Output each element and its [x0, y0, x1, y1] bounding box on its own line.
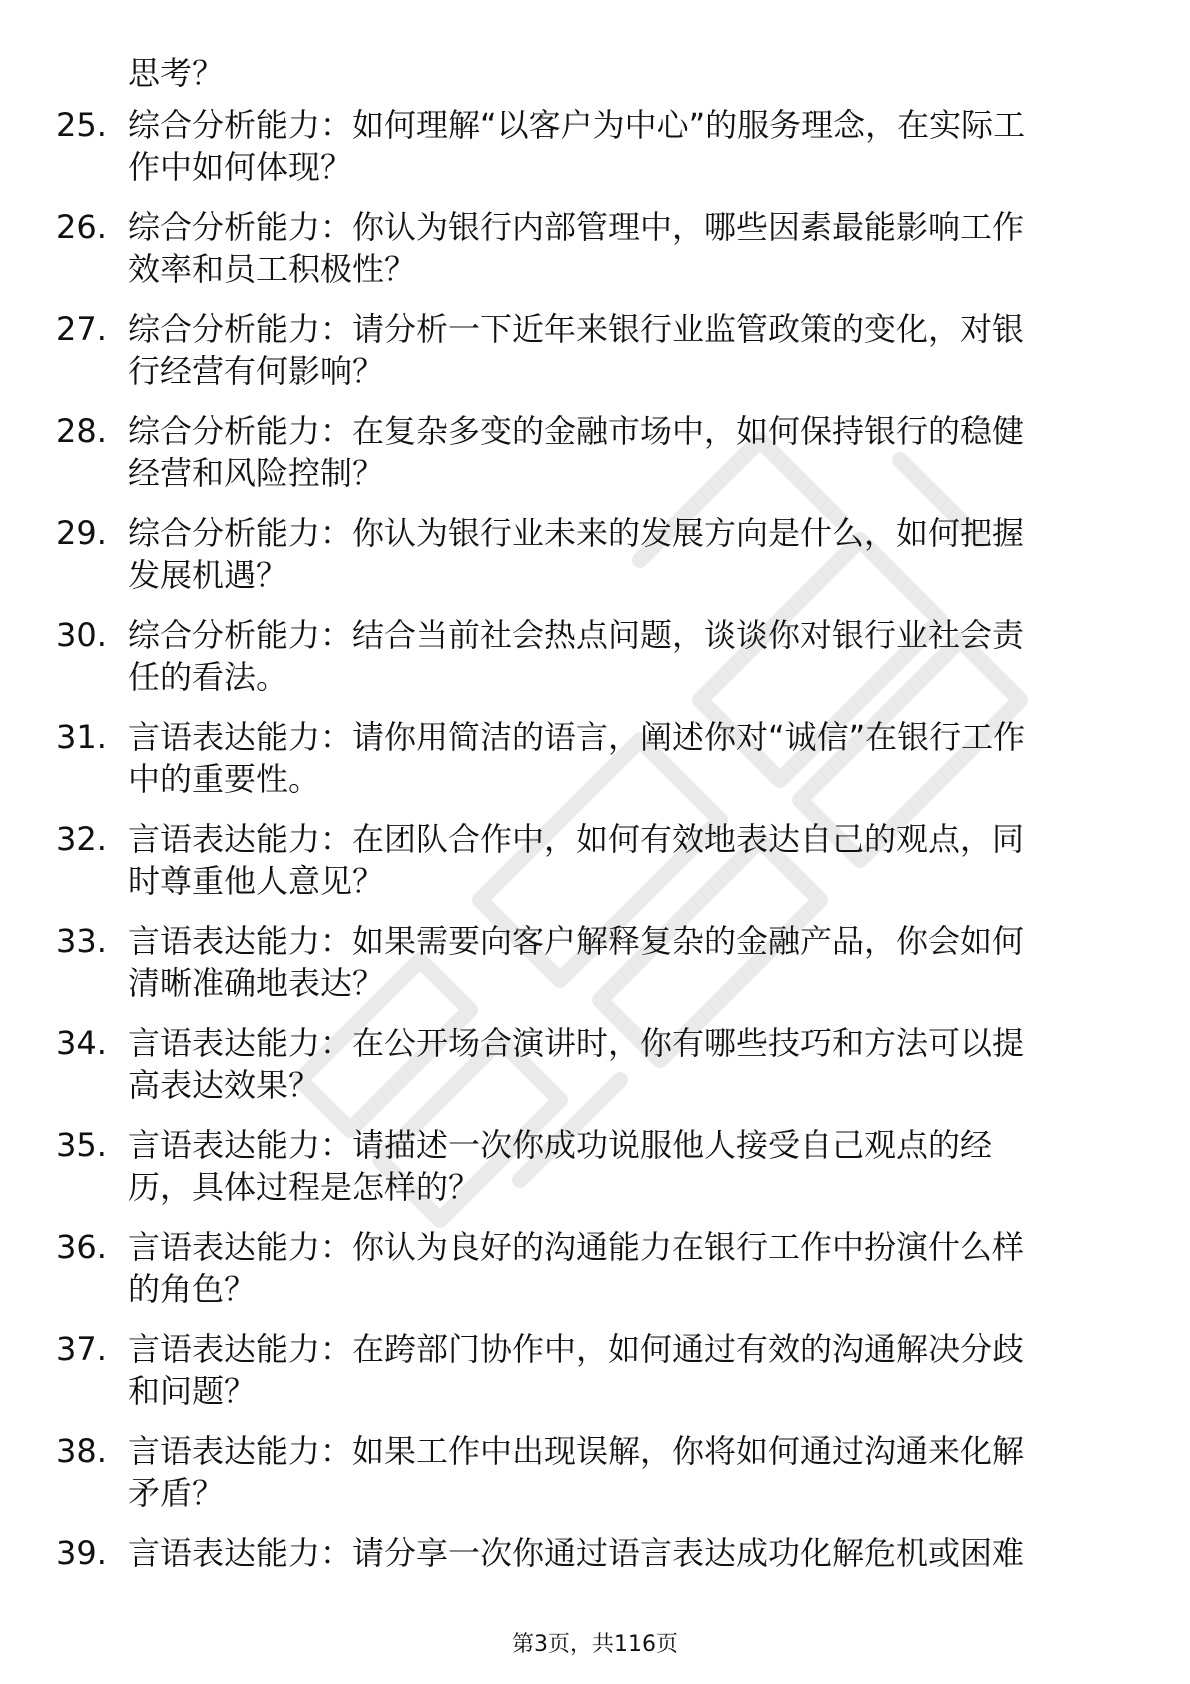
- question-text-line: 中的重要性。: [128, 760, 321, 798]
- question-number: 31.: [56, 718, 107, 756]
- question-text: [128, 410, 1108, 494]
- question-text: [128, 1328, 1108, 1412]
- question-text: [128, 206, 1108, 290]
- question-text-line: 行经营有何影响？: [128, 352, 385, 390]
- question-item: [0, 104, 1190, 206]
- question-text-line: 清晰准确地表达？: [128, 964, 385, 1002]
- question-number: 32.: [56, 820, 107, 858]
- question-item: [0, 206, 1190, 308]
- question-number: 35.: [56, 1126, 107, 1164]
- question-item: [0, 1022, 1190, 1124]
- question-text: [128, 308, 1108, 392]
- question-text-line: 综合分析能力：如何理解“以客户为中心”的服务理念，在实际工: [128, 106, 1026, 144]
- question-text-line: 言语表达能力：在跨部门协作中，如何通过有效的沟通解决分歧: [128, 1330, 1025, 1368]
- question-number: 38.: [56, 1432, 107, 1470]
- question-text-line: 矛盾？: [128, 1474, 225, 1512]
- question-number: 27.: [56, 310, 107, 348]
- question-text: [128, 1532, 1108, 1574]
- question-text-line: 的角色？: [128, 1270, 257, 1308]
- question-text: [128, 1430, 1108, 1514]
- question-text-line: 综合分析能力：结合当前社会热点问题，谈谈你对银行业社会责: [128, 616, 1025, 654]
- question-text-line: 言语表达能力：如果需要向客户解释复杂的金融产品，你会如何: [128, 922, 1025, 960]
- question-text: [128, 1124, 1108, 1208]
- question-item: [0, 614, 1190, 716]
- question-item: [0, 1124, 1190, 1226]
- question-item: [0, 716, 1190, 818]
- question-item: [0, 410, 1190, 512]
- question-text-line: 经营和风险控制？: [128, 454, 385, 492]
- question-item: [0, 1430, 1190, 1532]
- question-text: [128, 512, 1108, 596]
- question-text-line: 综合分析能力：你认为银行业未来的发展方向是什么，如何把握: [128, 514, 1025, 552]
- question-text-line: 任的看法。: [128, 658, 289, 696]
- question-text-line: 历，具体过程是怎样的？: [128, 1168, 481, 1206]
- question-text-line: 言语表达能力：请分享一次你通过语言表达成功化解危机或困难: [128, 1534, 1025, 1572]
- question-text-line: 言语表达能力：在公开场合演讲时，你有哪些技巧和方法可以提: [128, 1024, 1025, 1062]
- question-text: [128, 818, 1108, 902]
- question-text: [128, 920, 1108, 1004]
- question-text-line: 综合分析能力：你认为银行内部管理中，哪些因素最能影响工作: [128, 208, 1025, 246]
- question-text: [128, 716, 1108, 800]
- question-text-line: 言语表达能力：你认为良好的沟通能力在银行工作中扮演什么样: [128, 1228, 1025, 1266]
- question-number: 33.: [56, 922, 107, 960]
- question-number: 25.: [56, 106, 107, 144]
- question-number: 29.: [56, 514, 107, 552]
- question-text: [128, 104, 1108, 188]
- question-text: [128, 1226, 1108, 1310]
- question-text-line: 和问题？: [128, 1372, 257, 1410]
- question-item: [0, 512, 1190, 614]
- question-list: [0, 104, 1190, 1634]
- question-item: [0, 1532, 1190, 1634]
- question-text-line: 言语表达能力：如果工作中出现误解，你将如何通过沟通来化解: [128, 1432, 1025, 1470]
- question-item: [0, 920, 1190, 1022]
- question-item: [0, 1328, 1190, 1430]
- question-text-line: 高表达效果？: [128, 1066, 321, 1104]
- question-item: [0, 1226, 1190, 1328]
- question-text-line: 发展机遇？: [128, 556, 289, 594]
- question-number: 37.: [56, 1330, 107, 1368]
- question-number: 30.: [56, 616, 107, 654]
- question-text: [128, 1022, 1108, 1106]
- question-text-line: 时尊重他人意见？: [128, 862, 385, 900]
- question-text: [128, 614, 1108, 698]
- question-text-line: 言语表达能力：请你用简洁的语言，阐述你对“诚信”在银行工作: [128, 718, 1026, 756]
- continuation-text: 思考？: [128, 54, 225, 92]
- page-footer: 第3页，共116页: [512, 1632, 678, 1657]
- question-text-line: 综合分析能力：请分析一下近年来银行业监管政策的变化，对银: [128, 310, 1025, 348]
- question-text-line: 综合分析能力：在复杂多变的金融市场中，如何保持银行的稳健: [128, 412, 1025, 450]
- question-text-line: 言语表达能力：在团队合作中，如何有效地表达自己的观点，同: [128, 820, 1025, 858]
- question-text-line: 作中如何体现？: [128, 148, 353, 186]
- question-number: 36.: [56, 1228, 107, 1266]
- question-text-line: 言语表达能力：请描述一次你成功说服他人接受自己观点的经: [128, 1126, 993, 1164]
- question-item: [0, 818, 1190, 920]
- question-item: [0, 308, 1190, 410]
- question-number: 26.: [56, 208, 107, 246]
- question-text-line: 效率和员工积极性？: [128, 250, 417, 288]
- question-number: 34.: [56, 1024, 107, 1062]
- question-number: 28.: [56, 412, 107, 450]
- question-number: 39.: [56, 1534, 107, 1572]
